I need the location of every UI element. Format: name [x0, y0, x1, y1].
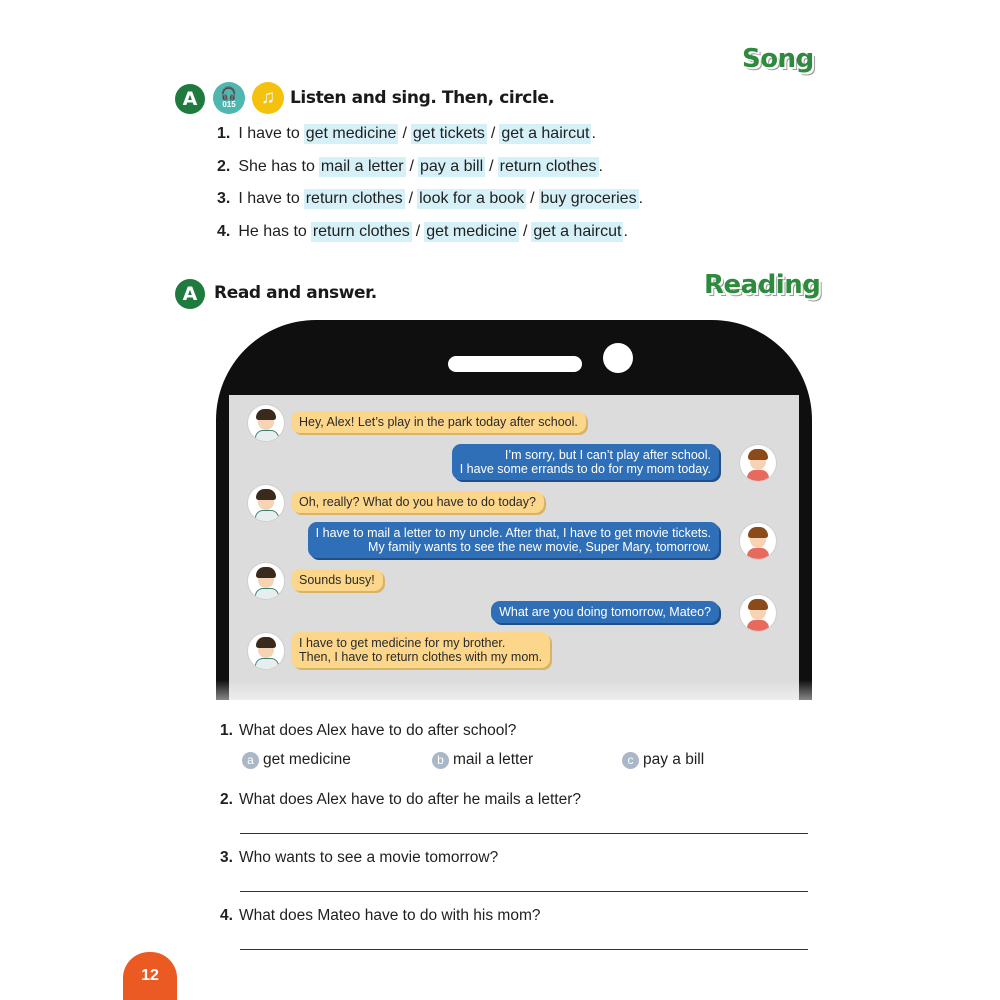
song-item-stem: She has to — [238, 158, 315, 175]
question-text: What does Alex have to do after school? — [238, 722, 517, 739]
option-separator: / — [415, 223, 421, 240]
headphones-icon: 🎧 — [220, 86, 238, 101]
answer-line[interactable] — [240, 891, 808, 892]
chat-line: I have to mail a letter to my uncle. After that, I have to get movie tickets. — [315, 526, 711, 540]
question-number: 3. — [220, 849, 233, 866]
chat-bubble — [491, 601, 719, 623]
chat-line: I have some errands to do for my mom today. — [459, 462, 711, 476]
song-item — [217, 220, 628, 244]
phone-frame — [216, 320, 812, 700]
song-item-stem: He has to — [238, 223, 307, 240]
circle-option[interactable]: look for a book — [419, 190, 525, 207]
option-separator: / — [409, 158, 414, 175]
circle-option[interactable]: pay a bill — [420, 158, 484, 175]
question-text: What does Alex have to do after he mails a letter? — [238, 791, 581, 808]
question — [220, 722, 516, 740]
circle-option[interactable]: get tickets — [412, 125, 485, 142]
chat-bubble — [452, 444, 719, 480]
choice-letter-badge: b — [432, 752, 449, 769]
circle-option[interactable]: mail a letter — [320, 158, 404, 175]
circle-option[interactable]: return clothes — [312, 223, 410, 240]
reading-activity-label: A — [175, 279, 205, 309]
chat-line: Then, I have to return clothes with my mom. — [299, 650, 543, 664]
option-separator: / — [490, 125, 496, 142]
question-number: 4. — [220, 907, 233, 924]
chat-bubble — [291, 632, 550, 668]
chat-line: I have to get medicine for my brother. — [299, 636, 506, 650]
song-item-stem: I have to — [238, 125, 300, 142]
answer-choice-a[interactable] — [242, 751, 351, 769]
question-number: 1. — [220, 722, 233, 739]
music-note-icon[interactable]: ♫ — [252, 82, 284, 114]
circle-option[interactable]: buy groceries — [540, 190, 637, 207]
song-section-title: Song — [742, 44, 814, 74]
chat-line: Sounds busy! — [299, 573, 375, 587]
mateo-avatar — [739, 444, 777, 482]
song-item-end: . — [638, 190, 644, 207]
choice-text: mail a letter — [453, 751, 534, 768]
chat-line: Hey, Alex! Let’s play in the park today after school. — [299, 415, 578, 429]
alex-avatar — [247, 404, 285, 442]
phone-camera — [603, 343, 633, 373]
song-item-stem: I have to — [238, 190, 300, 207]
chat-bubble — [291, 491, 544, 513]
reading-instruction: Read and answer. — [214, 283, 377, 303]
option-separator: / — [530, 190, 535, 207]
question-text: What does Mateo have to do with his mom? — [238, 907, 541, 924]
song-item-number: 3. — [217, 190, 231, 207]
song-item — [217, 122, 596, 146]
song-item-number: 4. — [217, 223, 231, 240]
phone-fade — [0, 680, 1000, 720]
chat-bubble — [291, 569, 383, 591]
song-item-number: 1. — [217, 125, 231, 142]
choice-text: pay a bill — [643, 751, 705, 768]
answer-choice-b[interactable] — [432, 751, 533, 769]
chat-line: What are you doing tomorrow, Mateo? — [499, 605, 711, 619]
song-item — [217, 155, 603, 179]
song-item-end: . — [598, 158, 603, 175]
question — [220, 907, 540, 925]
option-separator: / — [489, 158, 494, 175]
mateo-avatar — [739, 594, 777, 632]
alex-avatar — [247, 562, 285, 600]
circle-option[interactable]: return clothes — [499, 158, 597, 175]
mateo-avatar — [739, 522, 777, 560]
choice-text: get medicine — [263, 751, 351, 768]
question — [220, 849, 498, 867]
circle-option[interactable]: get medicine — [426, 223, 517, 240]
option-separator: / — [402, 125, 407, 142]
song-item — [217, 187, 643, 211]
page-number: 12 — [123, 952, 177, 1000]
question-text: Who wants to see a movie tomorrow? — [238, 849, 499, 866]
circle-option[interactable]: get medicine — [305, 125, 397, 142]
answer-choice-c[interactable] — [622, 751, 704, 769]
reading-section-title: Reading — [704, 270, 821, 300]
circle-option[interactable]: get a haircut — [533, 223, 622, 240]
phone-speaker — [448, 356, 582, 372]
circle-option[interactable]: return clothes — [305, 190, 403, 207]
option-separator: / — [522, 223, 528, 240]
alex-avatar — [247, 484, 285, 522]
track-number: 015 — [222, 100, 236, 109]
answer-line[interactable] — [240, 833, 808, 834]
song-item-number: 2. — [217, 158, 231, 175]
answer-line[interactable] — [240, 949, 808, 950]
audio-track-icon[interactable] — [213, 82, 245, 114]
song-item-end: . — [623, 223, 628, 240]
song-activity-label: A — [175, 84, 205, 114]
alex-avatar — [247, 632, 285, 670]
chat-screen — [229, 395, 799, 700]
chat-line: Oh, really? What do you have to do today? — [299, 495, 536, 509]
chat-bubble — [291, 411, 586, 433]
song-instruction: Listen and sing. Then, circle. — [290, 88, 555, 108]
option-separator: / — [408, 190, 414, 207]
chat-bubble — [308, 522, 719, 558]
song-item-end: . — [591, 125, 596, 142]
choice-letter-badge: c — [622, 752, 639, 769]
question — [220, 791, 581, 809]
circle-option[interactable]: get a haircut — [501, 125, 590, 142]
chat-line: My family wants to see the new movie, Super Mary, tomorrow. — [368, 540, 711, 554]
choice-letter-badge: a — [242, 752, 259, 769]
question-number: 2. — [220, 791, 233, 808]
chat-line: I’m sorry, but I can’t play after school. — [504, 448, 711, 462]
